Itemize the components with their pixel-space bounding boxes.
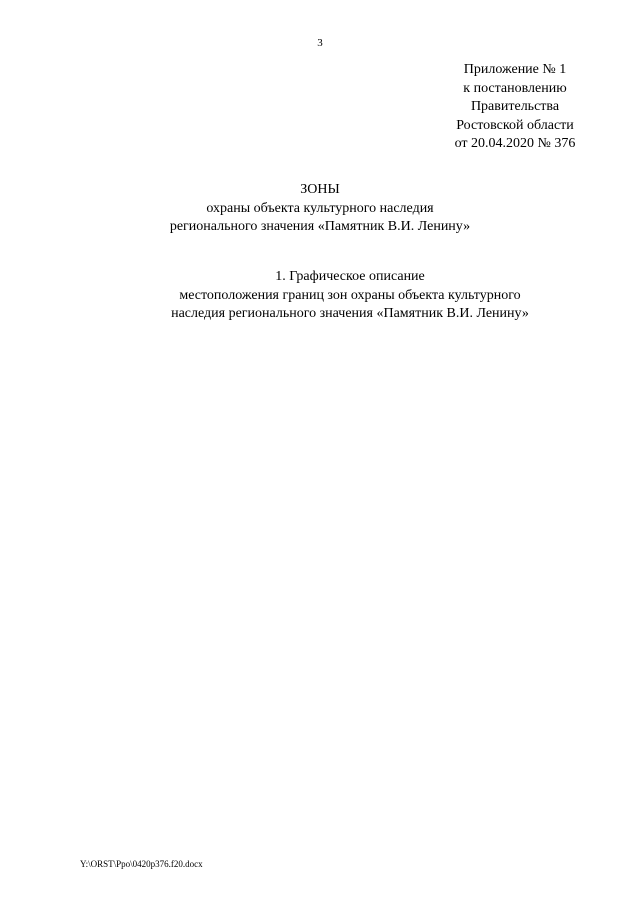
title-line: регионального значения «Памятник В.И. Ленину» — [169, 219, 471, 234]
section-line: наследия регионального значения «Памятник В.И. Ленину» — [171, 306, 529, 321]
appendix-line: Ростовской области — [456, 117, 574, 133]
footer-file-path: Y:\ORST\Ppo\0420p376.f20.docx — [80, 859, 203, 869]
appendix-reference — [420, 61, 610, 154]
section-line: 1. Графическое описание — [275, 269, 425, 284]
title-line: охраны объекта культурного наследия — [206, 200, 434, 216]
appendix-line: от 20.04.2020 № 376 — [454, 136, 576, 151]
section-heading — [60, 268, 640, 324]
document-title — [60, 181, 580, 237]
appendix-line: Правительства — [470, 99, 560, 114]
appendix-line: к постановлению — [463, 80, 567, 96]
page-number: 3 — [317, 37, 323, 49]
title-heading: ЗОНЫ — [300, 182, 340, 197]
appendix-line: Приложение № 1 — [463, 62, 567, 77]
section-line: местоположения границ зон охраны объекта культурного — [179, 287, 521, 303]
